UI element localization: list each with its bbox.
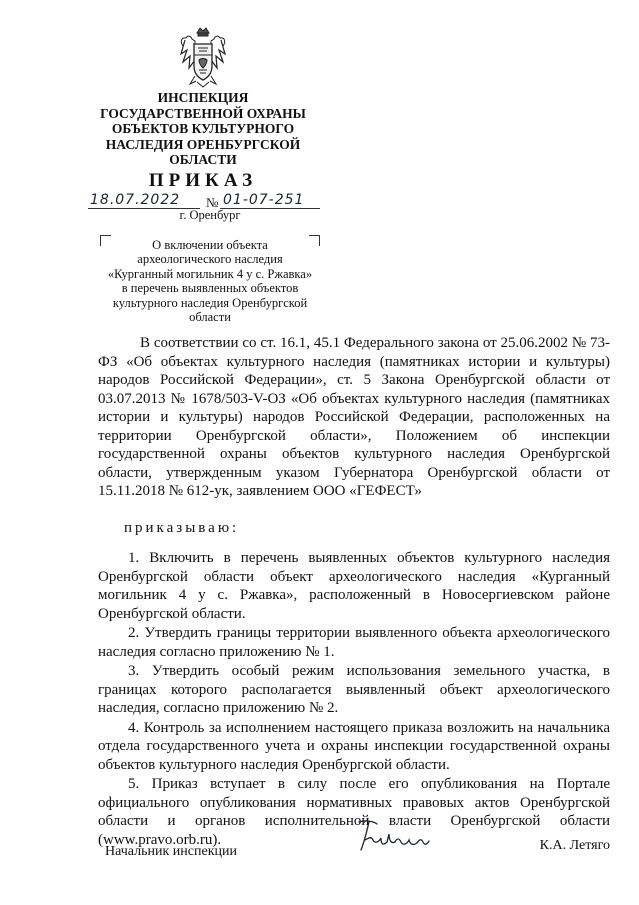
subject-line: культурного наследия Оренбургской <box>112 295 308 310</box>
signature-row <box>105 838 610 868</box>
city: г. Оренбург <box>179 208 241 222</box>
order-item: 1. Включить в перечень выявленных объектов культурного наследия Оренбургской области объект археологического наследия «Курганный могильник 4 у с. Ржавка», расположенный в Новосергиевском районе Оренбургской области. <box>98 550 610 622</box>
subject-line: «Курганный могильник 4 у с. Ржавка» <box>107 266 313 281</box>
document-body <box>98 334 610 849</box>
subject-line: археологического наследия <box>137 252 283 267</box>
subject-line: О включении объекта <box>152 238 268 252</box>
handwritten-signature <box>355 816 435 856</box>
order-item: 3. Утвердить особый режим использования земельного участка, в границах которого располагается выявленный объект археологического наследия, согласно приложению № 2. <box>98 663 610 716</box>
number-sign: № <box>206 195 219 210</box>
coat-of-arms-emblem <box>177 24 229 90</box>
order-item: 5. Приказ вступает в силу после его опубликования на Портале официального опубликования нормативных правовых актов Оренбургской области и органов исполнительной власти Оренбургской области (www.pravo.orb.ru). <box>98 776 610 848</box>
preamble-paragraph: В соответствии со ст. 16.1, 45.1 Федерального закона от 25.06.2002 № 73-ФЗ «Об объектах культурного наследия (памятниках истории и культуры) народов Российской Федерации», ст. 5 Закона Оренбургской области от 03.07.2013 № 1678/503-V-ОЗ «Об объектах культурного наследия (памятниках истории и культуры) народов Российской Федерации, расположенных на территории Оренбургской области», Положением об инспекции государственной охраны объектов культурного наследия Оренбургской области, утвержденным указом Губернатора Оренбургской области от 15.11.2018 № 612-ук, заявлением ООО «ГЕФЕСТ» <box>98 335 610 499</box>
handwritten-date: 18.07.2022 <box>90 192 181 208</box>
document-type-title: ПРИКАЗ <box>148 170 258 191</box>
org-line: ОБЛАСТИ <box>169 152 237 167</box>
org-line: ИНСПЕКЦИЯ <box>157 90 249 105</box>
subject-line: в перечень выявленных объектов <box>121 281 299 296</box>
org-line: ОБЪЕКТОВ КУЛЬТУРНОГО <box>111 121 295 136</box>
org-line: ГОСУДАРСТВЕННОЙ ОХРАНЫ <box>100 105 306 121</box>
order-item: 4. Контроль за исполнением настоящего приказа возложить на начальника отдела государственного учета и охраны инспекции государственной охраны объектов культурного наследия Оренбургской области. <box>98 719 610 773</box>
order-item: 2. Утвердить границы территории выявленного объекта археологического наследия согласно приложению № 1. <box>98 625 610 660</box>
org-line: НАСЛЕДИЯ ОРЕНБУРГСКОЙ <box>105 136 301 152</box>
signatory-name: К.А. Летяго <box>539 838 610 853</box>
signatory-title: Начальник инспекции <box>105 844 237 859</box>
subject-line: области <box>189 310 231 325</box>
subject-block <box>100 238 320 324</box>
handwritten-number: 01-07-251 <box>223 192 305 208</box>
orders-word: приказываю: <box>124 519 240 536</box>
organization-name <box>96 90 310 168</box>
